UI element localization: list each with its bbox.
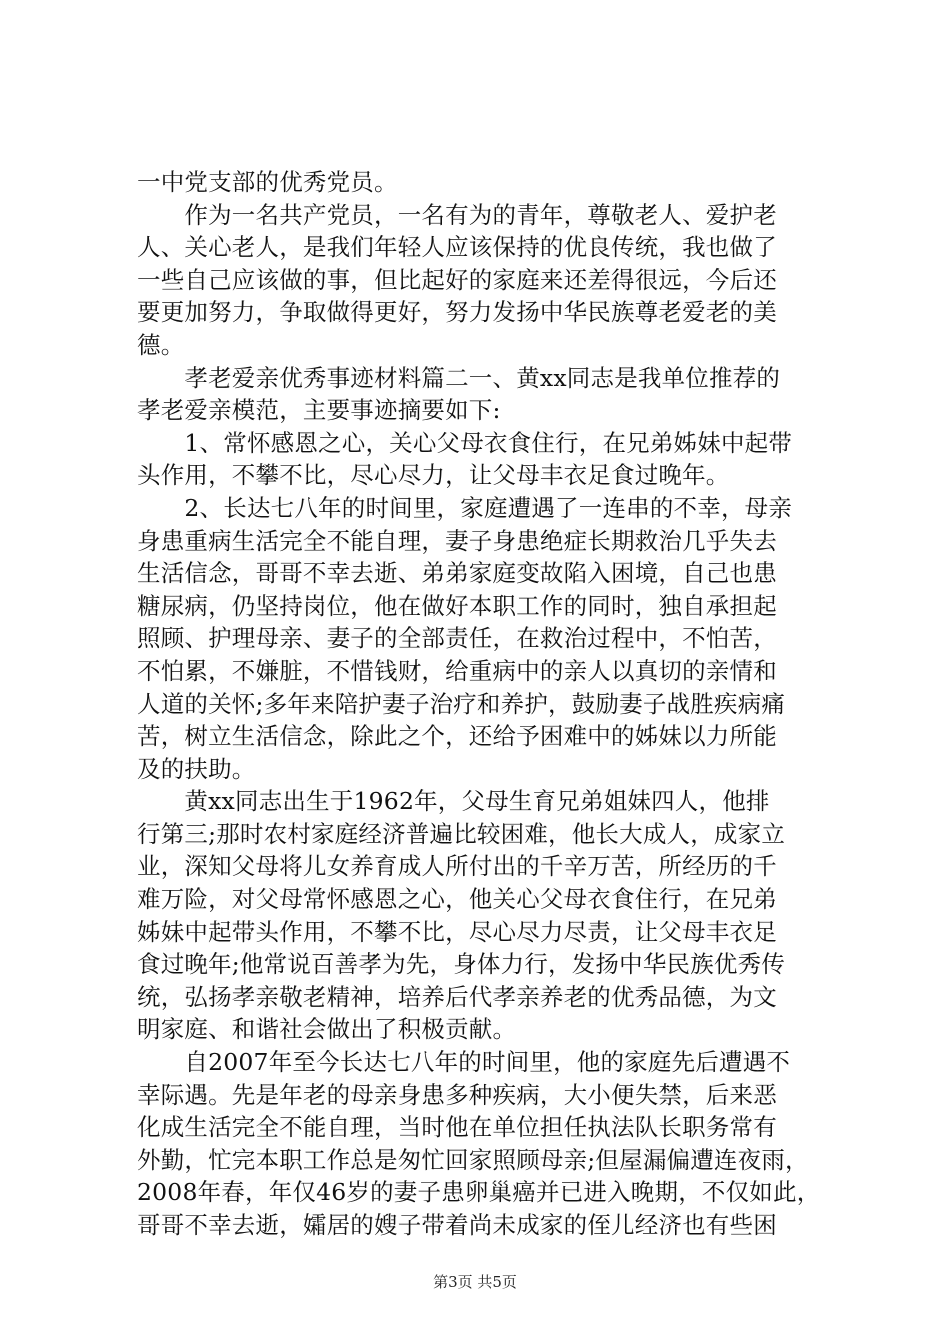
page-number-label: 第3页 共5页	[433, 1273, 517, 1291]
text-line: 生活信念，哥哥不幸去逝、弟弟家庭变故陷入困境，自己也患	[137, 559, 777, 588]
text-line: 食过晚年;他常说百善孝为先，身体力行，发扬中华民族优秀传	[137, 950, 786, 979]
text-line: 照顾、护理母亲、妻子的全部责任，在救治过程中，不怕苦，	[137, 624, 777, 653]
text-line: 化成生活完全不能自理，当时他在单位担任执法队长职务常有	[137, 1113, 777, 1142]
text-line: 业，深知父母将儿女养育成人所付出的千辛万苦，所经历的千	[137, 852, 777, 881]
text-line: 统，弘扬孝亲敬老精神，培养后代孝亲养老的优秀品德，为文	[137, 982, 777, 1011]
text-line: 自2007年至今长达七八年的时间里，他的家庭先后遭遇不	[137, 1048, 791, 1077]
text-line: 苦，树立生活信念，除此之个，还给予困难中的姊妹以力所能	[137, 722, 777, 751]
page-footer	[0, 1271, 950, 1292]
text-line: 要更加努力，争取做得更好，努力发扬中华民族尊老爱老的美	[137, 298, 777, 327]
text-line: 明家庭、和谐社会做出了积极贡献。	[137, 1015, 517, 1044]
text-line: 德。	[137, 330, 185, 359]
text-line: 2008年春，年仅46岁的妻子患卵巢癌并已进入晚期，不仅如此，	[137, 1178, 821, 1207]
body-text	[137, 166, 837, 1242]
text-line: 人、关心老人，是我们年轻人应该保持的优良传统，我也做了	[137, 233, 777, 262]
text-line: 身患重病生活完全不能自理，妻子身患绝症长期救治几乎失去	[137, 526, 777, 555]
text-line: 一中党支部的优秀党员。	[137, 168, 398, 196]
text-line: 孝老爱亲模范，主要事迹摘要如下:	[137, 396, 501, 425]
text-line: 2、长达七八年的时间里，家庭遭遇了一连串的不幸，母亲	[137, 493, 793, 522]
text-line: 哥哥不幸去逝，孀居的嫂子带着尚未成家的侄儿经济也有些困	[137, 1211, 777, 1239]
text-line: 外勤，忙完本职工作总是匆忙回家照顾母亲;但屋漏偏遭连夜雨，	[137, 1145, 809, 1174]
text-line: 幸际遇。先是年老的母亲身患多种疾病，大小便失禁，后来恶	[137, 1080, 777, 1109]
text-line: 人道的关怀;多年来陪护妻子治疗和养护，鼓励妻子战胜疾病痛	[137, 689, 786, 718]
text-line: 头作用，不攀不比，尽心尽力，让父母丰衣足食过晚年。	[137, 461, 730, 490]
text-line: 姊妹中起带头作用，不攀不比，尽心尽力尽责，让父母丰衣足	[137, 917, 777, 946]
text-line: 黄xx同志出生于1962年，父母生育兄弟姐妹四人，他排	[137, 787, 770, 816]
text-line: 不怕累，不嫌脏，不惜钱财，给重病中的亲人以真切的亲情和	[137, 656, 777, 685]
text-line: 作为一名共产党员，一名有为的青年，尊敬老人、爱护老	[137, 200, 777, 229]
text-line: 一些自己应该做的事，但比起好的家庭来还差得很远，今后还	[137, 265, 777, 294]
text-line: 1、常怀感恩之心，关心父母衣食住行，在兄弟姊妹中起带	[137, 428, 793, 457]
text-line: 难万险，对父母常怀感恩之心，他关心父母衣食住行，在兄弟	[137, 885, 777, 914]
text-line: 行第三;那时农村家庭经济普遍比较困难，他长大成人，成家立	[137, 819, 786, 848]
text-line: 孝老爱亲优秀事迹材料篇二一、黄xx同志是我单位推荐的	[137, 363, 781, 392]
text-line: 及的扶助。	[137, 754, 256, 783]
text-line: 糖尿病，仍坚持岗位，他在做好本职工作的同时，独自承担起	[137, 591, 777, 620]
